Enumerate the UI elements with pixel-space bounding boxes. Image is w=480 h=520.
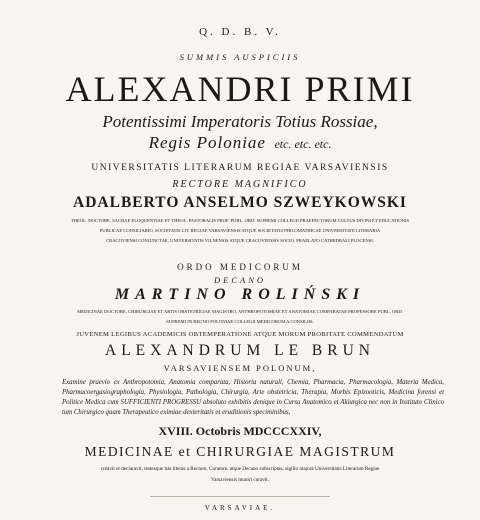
decano: DECANO [214, 275, 266, 285]
emperor-title-line-1: Potentissimi Imperatoris Totius Rossiae, [102, 112, 378, 131]
emperor-name: ALEXANDRI PRIMI [65, 69, 415, 109]
place-varsaviae: VARSAVIAE. [204, 504, 276, 512]
rector-name: ADALBERTO ANSELMO SZWEYKOWSKI [73, 194, 407, 211]
ordo-medicorum: ORDO MEDICORUM [177, 262, 303, 272]
regis-poloniae: Regis Poloniae [148, 133, 266, 152]
degree-title: MEDICINAE et CHIRURGIAE MAGISTRUM [84, 444, 396, 459]
graduate-origin: VARSAVIENSEM POLONUM, [163, 363, 317, 373]
rector-description-3: CRACOVIENSI CONJUNCTAE, UNIVERSITATIS VILNENSIS ATQUE CRACOVIENSIS SOCIO, PRAELATO CATHEDRALI PLOCENSI, [106, 238, 374, 243]
rector-description-1: THEOL. DOCTORE, SACRAE ELOQUENTIAE ET THEOL. PASTORALIS PROF. PUBL. ORD. SUPREMI COLLEGII PRAEFECTORUM CULTUS DIVINI ET EDUCATIONIS [70, 218, 410, 223]
rector-magnifico: RECTORE MAGNIFICO [172, 179, 308, 190]
dean-name: MARTINO ROLIŃSKI [114, 286, 366, 303]
emperor-title-line-2 [0, 133, 480, 153]
graduate-name: ALEXANDRUM LE BRUN [105, 342, 375, 359]
qdbv-header: Q. D. B. V. [199, 26, 281, 38]
degree-date: XVIII. Octobris MDCCCXXIV, [158, 424, 322, 438]
juvenem-line: JUVENEM LEGIBUS ACADEMICIS OBTEMPERATIONE ATQUE MORUM PROBITATE COMMENDATUM [76, 331, 404, 338]
closing-line-2: Varsaviensis muniri curavit. [210, 477, 270, 483]
university-name: UNIVERSITATIS LITERARUM REGIAE VARSAVIENSIS [91, 163, 389, 173]
summis-auspiciis: SUMMIS AUSPICIIS [179, 52, 301, 62]
dean-description-1: MEDICINAE DOCTORE, CHIRURGIAE ET ARTIS OBSTETRICIAE MAGISTRO, ANTHROPOTOMIAE ET ANATOMIAE COMPARATAE PROFESSORE PUBL. ORD. [77, 309, 403, 314]
divider-line [150, 496, 330, 497]
examination-paragraph: Examine praevio ex Anthropotomia, Anatomia comparata, Historia naturali, Chemia, Pharmacia, Pharmacologia, Materia Medica, Pharmacoergasiographologia, Physiologia, Pathologia, Chirurgia, Arte obstetricia, Therapia, Morbis Epizooticis, Medicina forensi et Politice Medica cum SUFFICIENTI PROGRESSU absoluto exhibitis denique in Cursu Anatomico et Akiurgica nec non in Instituto Clinico tum Chirurgico quam Therapeutico eximiae dexteritatis et eruditionis speciminibus, [62, 379, 444, 416]
etc-etc: etc. etc. etc. [274, 137, 332, 151]
dean-description-2: SUPREMI IN REGNO POLONIAE COLLEGII MEDICORUM A CONSILIIS, [166, 319, 314, 324]
closing-line-1: creavit et declaravit, testesque has literas a Rectore, Curatore, atque Decano subscriptas, sigillo majore Universitatis Literarum Regiae [100, 466, 380, 472]
rector-description-2: PUBLICAE CONSILIARIO, SOCIETATIS LIT. REGIAE VARSAVIENSIS ATQUE SOCIETATIS PHILOMATHICAE UNIVERSITATE LITERARIA [99, 228, 381, 233]
